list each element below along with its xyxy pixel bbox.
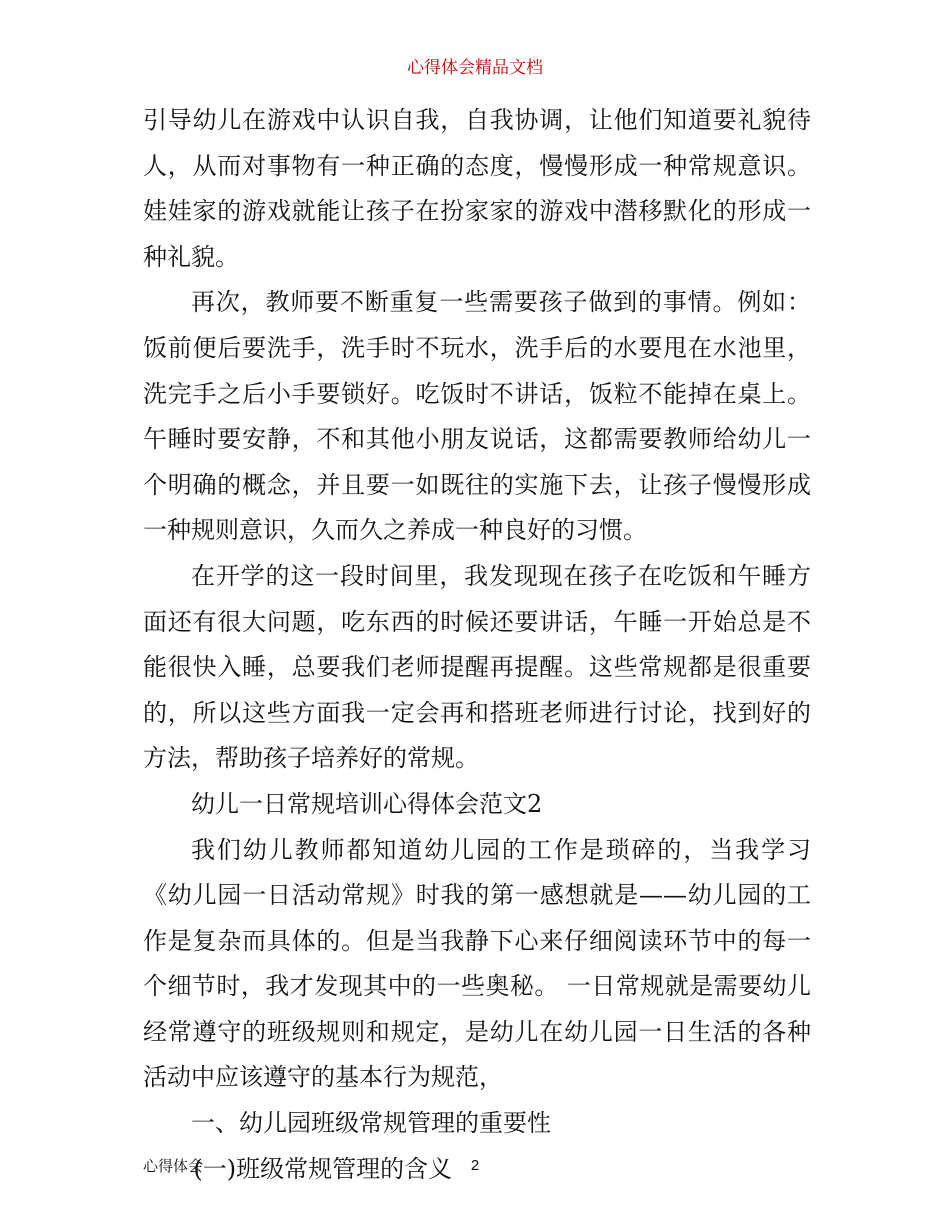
page-number: 2 (470, 1157, 480, 1174)
paragraph-repetition: 再次，教师要不断重复一些需要孩子做到的事情。例如：饭前便后要洗手，洗手时不玩水，洗手后的水要甩在水池里，洗完手之后小手要锁好。吃饭时不讲话，饭粒不能掉在桌上。午睡时要安静，不和其他小朋友说话，这都需要教师给幼儿一个明确的概念，并且要一如既往的实施下去，让孩子慢慢形成一种规则意识，久而久之养成一种良好的习惯。 (143, 288, 811, 545)
subsection-heading-1: (一)班级常规管理的含义 (193, 1154, 453, 1183)
document-body (143, 98, 811, 1192)
footer-label: 心得体会 (143, 1157, 204, 1175)
section-title: 幼儿一日常规培训心得体会范文2 (191, 789, 543, 818)
paragraph-observation: 在开学的这一段时间里，我发现现在孩子在吃饭和午睡方面还有很大问题，吃东西的时候还要讲话，午睡一开始总是不能很快入睡，总要我们老师提醒再提醒。这些常规都是很重要的，所以这些方面我一定会再和搭班老师进行讨论，找到好的方法，帮助孩子培养好的常规。 (143, 561, 811, 773)
section-heading-1: 一、幼儿园班级常规管理的重要性 (191, 1109, 551, 1138)
page-header-title: 心得体会精品文档 (407, 58, 543, 78)
paragraph-intro: 我们幼儿教师都知道幼儿园的工作是琐碎的，当我学习《幼儿园一日活动常规》时我的第一感想就是——幼儿园的工作是复杂而具体的。但是当我静下心来仔细阅读环节中的每一个细节时，我才发现其中的一些奥秘。 一日常规就是需要幼儿经常遵守的班级规则和规定，是幼儿在幼儿园一日生活的各种活动中应该遵守的基本行为规范， (143, 835, 811, 1092)
paragraph-continuation: 引导幼儿在游戏中认识自我，自我协调，让他们知道要礼貌待人，从而对事物有一种正确的态度，慢慢形成一种常规意识。娃娃家的游戏就能让孩子在扮家家的游戏中潜移默化的形成一种礼貌。 (143, 106, 811, 271)
